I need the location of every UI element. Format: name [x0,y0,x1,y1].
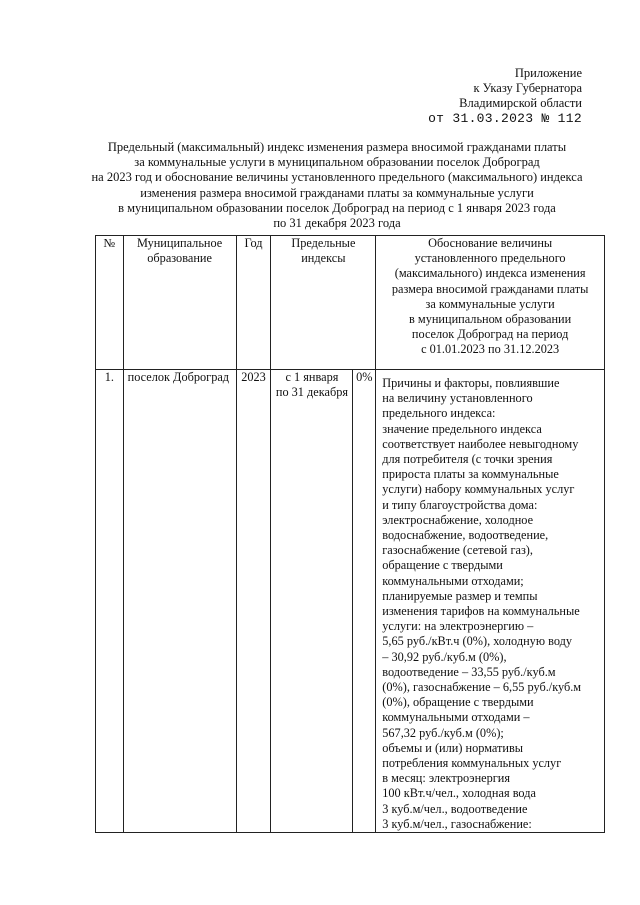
justification-line: 3 куб.м/чел., газоснабжение: [382,816,532,831]
region-name: Владимирской области [459,96,582,110]
header-justification-line: размера вносимой гражданами платы [391,281,589,296]
justification-line: прироста платы за коммунальные [382,467,559,482]
header-municipality-line: Муниципальное [136,236,223,250]
title-line: Предельный (максимальный) индекс изменения размера вносимой гражданами платы [107,140,567,154]
decree-ref: к Указу Губернатора [473,81,582,95]
title-line: по 31 декабря 2023 года [273,216,401,231]
justification-line: Причины и факторы, повлиявшие [382,376,560,390]
row-municipality: поселок Доброград [123,370,236,833]
header-justification-line: за коммунальные услуги [425,296,555,311]
justification-line: услуги: на электроэнергию – [382,619,534,634]
header-municipality-line: образование [147,251,212,266]
justification-line: 5,65 руб./кВт.ч (0%), холодную воду [382,634,573,649]
justification-line: коммунальными отходами – [382,710,530,725]
appendix-header [428,66,582,126]
justification-line: (0%), газоснабжение – 6,55 руб./куб.м [382,680,582,695]
justification-line: для потребителя (с точки зрения [382,452,553,467]
row-period-line: с 1 января [285,370,339,384]
table-header-row [96,236,605,370]
header-justification-line: поселок Доброград на период [411,327,569,342]
justification-line: водоснабжение, водоотведение, [382,528,549,543]
header-justification-line: Обоснование величины [428,236,553,250]
justification-line: водоотведение – 33,55 руб./куб.м [382,664,556,679]
title-line: за коммунальные услуги в муниципальном образовании поселок Доброград [134,155,540,170]
header-municipality [123,236,236,370]
justification-line: (0%), обращение с твердыми [382,695,534,710]
header-justification [376,236,605,370]
header-justification-line: установленного предельного [414,251,566,266]
row-percent: 0% [353,370,376,833]
table-row [96,370,605,833]
justification-line: в месяц: электроэнергия [382,771,511,786]
justification-line: коммунальными отходами; [382,573,524,588]
index-table [95,235,605,833]
justification-line: и типу благоустройства дома: [382,497,538,512]
row-period [271,370,353,833]
appendix-label: Приложение [514,66,582,80]
header-justification-line: с 01.01.2023 по 31.12.2023 [421,342,560,357]
row-justification [376,370,605,833]
row-period-line: по 31 декабря [275,385,349,400]
header-justification-line: в муниципальном образовании [409,312,572,327]
justification-line: значение предельного индекса [382,421,542,436]
justification-line: 100 кВт.ч/чел., холодная вода [382,786,536,801]
header-indices-line: Предельные [291,236,356,250]
justification-line: – 30,92 руб./куб.м (0%), [382,649,507,664]
justification-line: газоснабжение (сетевой газ), [382,543,533,558]
header-indices [271,236,376,370]
justification-line: электроснабжение, холодное [382,512,534,527]
document-title [82,140,592,231]
header-justification-line: (максимального) индекса изменения [394,266,586,281]
justification-line: предельного индекса: [382,406,496,421]
justification-line: на величину установленного [382,391,533,406]
justification-line: соответствует наиболее невыгодному [382,436,579,451]
justification-line: изменения тарифов на коммунальные [382,604,580,619]
decree-date-number: от 31.03.2023 № 112 [428,111,582,126]
title-line: изменения размера вносимой гражданами платы за коммунальные услуги [140,185,534,200]
title-line: на 2023 год и обоснование величины установленного предельного (максимального) индекса [91,170,583,185]
header-num: № [96,236,124,370]
justification-line: 3 куб.м/чел., водоотведение [382,801,528,816]
header-year: Год [236,236,271,370]
justification-line: объемы и (или) нормативы [382,740,524,755]
justification-line: планируемые размер и темпы [382,588,538,603]
justification-line: 567,32 руб./куб.м (0%); [382,725,504,740]
justification-line: услуги) набору коммунальных услуг [382,482,575,497]
justification-line: обращение с твердыми [382,558,503,573]
header-indices-line: индексы [301,251,346,266]
row-num: 1. [96,370,124,833]
row-year: 2023 [236,370,271,833]
justification-line: потребления коммунальных услуг [382,756,562,771]
title-line: в муниципальном образовании поселок Доброград на период с 1 января 2023 года [118,200,556,215]
